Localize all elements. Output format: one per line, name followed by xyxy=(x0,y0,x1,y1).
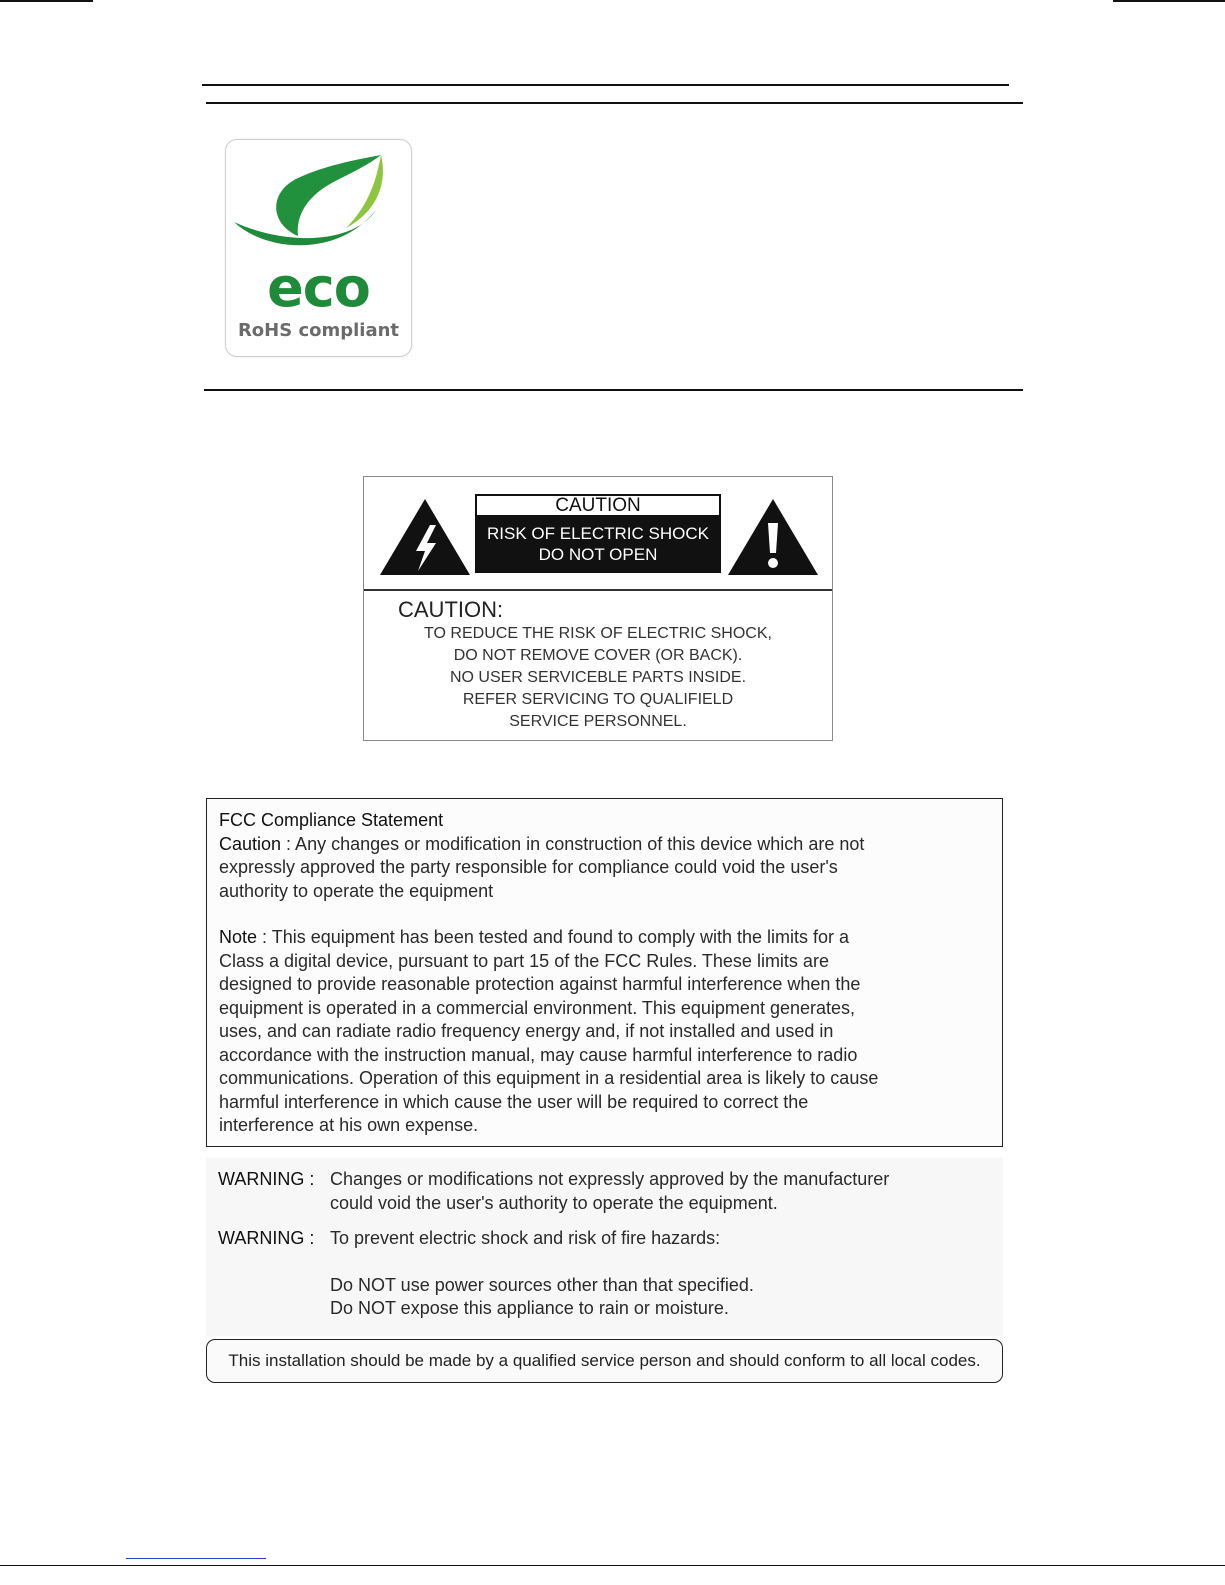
warnings-section xyxy=(206,1158,1003,1336)
warning-label: WARNING : xyxy=(218,1169,315,1189)
exclamation-warning-icon xyxy=(726,497,820,577)
leaf-icon xyxy=(226,140,411,270)
warning-label: WARNING : xyxy=(218,1228,315,1248)
fcc-note-line: interference at his own expense. xyxy=(219,1115,479,1135)
fcc-note-line: harmful interference in which cause the user will be required to correct the xyxy=(219,1091,809,1112)
caution-box-line: DO NOT OPEN xyxy=(538,545,658,564)
fcc-caution-line: expressly approved the party responsible for compliance could void the user's xyxy=(219,857,838,877)
warning-line: could void the user's authority to operate the equipment. xyxy=(330,1192,778,1213)
eco-rohs-logo xyxy=(225,139,412,357)
caution-divider xyxy=(364,589,832,591)
fcc-compliance-box xyxy=(206,798,1003,1147)
fcc-caution-label: Caution xyxy=(219,833,282,854)
footer-rule xyxy=(0,1565,1225,1566)
fcc-note-line: accordance with the instruction manual, may cause harmful interference to radio xyxy=(219,1044,858,1065)
fcc-note-line xyxy=(219,926,990,950)
installation-note: This installation should be made by a qualified service person and should conform to all local codes. xyxy=(206,1339,1003,1383)
fcc-caution-line xyxy=(219,833,990,857)
fcc-note-line: Class a digital device, pursuant to part 15 of the FCC Rules. These limits are xyxy=(219,950,829,971)
eco-wordmark: eco xyxy=(267,256,370,319)
rohs-compliant-text: RoHS compliant xyxy=(237,320,400,341)
header-rule-lower xyxy=(204,389,1023,391)
caution-line: SERVICE PERSONNEL. xyxy=(509,713,687,730)
lightning-warning-icon xyxy=(378,497,472,577)
corner-mark-top-left xyxy=(0,0,93,2)
warning-text xyxy=(330,1227,1000,1321)
warning-line: Changes or modifications not expressly approved by the manufacturer xyxy=(330,1169,890,1189)
fcc-title: FCC Compliance Statement xyxy=(219,810,444,830)
caution-box-body xyxy=(475,517,721,573)
caution-label xyxy=(363,476,833,741)
caution-line: TO REDUCE THE RISK OF ELECTRIC SHOCK, xyxy=(424,625,772,642)
header-rule-top xyxy=(202,84,1009,86)
fcc-note-text: : This equipment has been tested and found to comply with the limits for a xyxy=(257,927,850,947)
caution-text xyxy=(364,623,832,733)
caution-line: NO USER SERVICEBLE PARTS INSIDE. xyxy=(449,669,747,686)
fcc-caution-line: authority to operate the equipment xyxy=(219,880,494,901)
caution-line: DO NOT REMOVE COVER (OR BACK). xyxy=(453,647,743,664)
warning-line: To prevent electric shock and risk of fire hazards: xyxy=(330,1228,721,1248)
warning-text xyxy=(330,1168,1000,1215)
fcc-caution-text: : Any changes or modification in construction of this device which are not xyxy=(281,833,865,854)
caution-label-header xyxy=(364,477,832,589)
caution-title: CAUTION: xyxy=(398,597,504,622)
caution-box-heading: CAUTION xyxy=(475,494,721,517)
fcc-note-line: communications. Operation of this equipment in a residential area is likely to cause xyxy=(219,1068,879,1088)
corner-mark-top-right xyxy=(1113,0,1225,2)
fcc-note-line: equipment is operated in a commercial environment. This equipment generates, xyxy=(219,997,856,1018)
header-rule-upper xyxy=(206,102,1023,104)
caution-line: REFER SERVICING TO QUALIFIELD xyxy=(462,691,734,708)
caution-box-line: RISK OF ELECTRIC SHOCK xyxy=(487,524,709,543)
warning-sub-line: Do NOT use power sources other than that specified. xyxy=(330,1274,754,1295)
fcc-note-line: uses, and can radiate radio frequency energy and, if not installed and used in xyxy=(219,1021,834,1041)
warning-sub-line: Do NOT expose this appliance to rain or moisture. xyxy=(330,1298,729,1318)
fcc-note-label: Note xyxy=(219,927,258,947)
fcc-note-line: designed to provide reasonable protection against harmful interference when the xyxy=(219,974,861,994)
footer-link-underline xyxy=(126,1558,266,1559)
